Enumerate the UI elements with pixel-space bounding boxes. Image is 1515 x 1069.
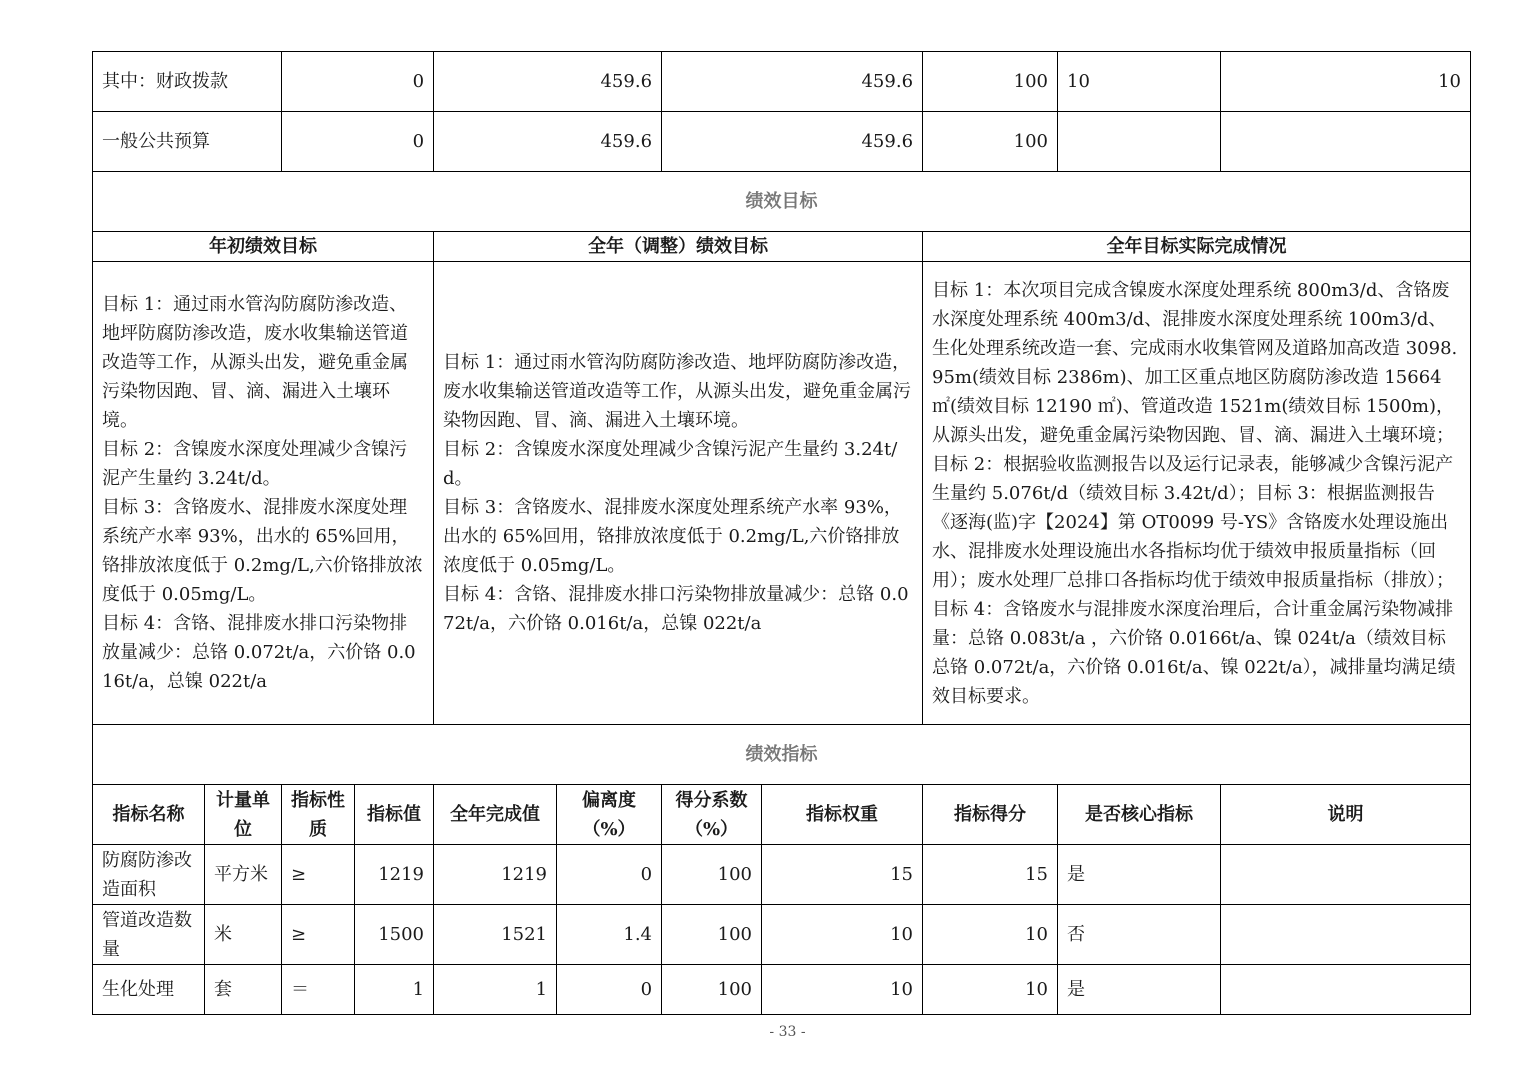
funding-value: 10 (1221, 52, 1471, 112)
indicator-name: 生化处理 (93, 965, 205, 1015)
indicators-header-row (93, 785, 1471, 845)
indicator-core: 是 (1058, 845, 1221, 905)
indicator-core: 是 (1058, 965, 1221, 1015)
funding-value: 10 (1058, 52, 1221, 112)
goals-header-row (93, 232, 1471, 262)
initial-goals (93, 262, 434, 725)
goals-header: 全年目标实际完成情况 (923, 232, 1471, 262)
funding-row (93, 112, 1471, 172)
indicator-header: 指标值 (355, 785, 434, 845)
funding-row (93, 52, 1471, 112)
indicator-coef: 100 (662, 965, 762, 1015)
indicator-note (1221, 905, 1471, 965)
indicator-actual: 1219 (434, 845, 557, 905)
indicator-nature: ≥ (282, 905, 355, 965)
indicator-header: 计量单位 (205, 785, 282, 845)
goal-text: 目标 2：含镍废水深度处理减少含镍污泥产生量约 3.24t/d。 (443, 439, 898, 489)
indicator-deviation: 0 (557, 845, 662, 905)
indicator-header: 偏离度（%） (557, 785, 662, 845)
goal-text: 目标 3：含铬废水、混排废水深度处理系统产水率 93%，出水的 65%回用，铬排放浓度低于 0.2mg/L,六价铬排放浓度低于 0.05mg/L。 (102, 497, 423, 605)
funding-label: 其中：财政拨款 (93, 52, 282, 112)
funding-value: 100 (923, 52, 1058, 112)
adjusted-goals (434, 262, 923, 725)
indicator-core: 否 (1058, 905, 1221, 965)
goal-text: 目标 4：含铬、混排废水排口污染物排放量减少：总铬 0.072t/a，六价铬 0.016t/a，总镍 022t/a (443, 584, 909, 634)
funding-value: 459.6 (434, 52, 662, 112)
indicator-header: 指标权重 (762, 785, 923, 845)
funding-value: 459.6 (662, 112, 923, 172)
indicator-nature: ≥ (282, 845, 355, 905)
goals-content-row (93, 262, 1471, 725)
indicator-target: 1219 (355, 845, 434, 905)
indicator-score: 15 (923, 845, 1058, 905)
table-row (93, 845, 1471, 905)
indicator-actual: 1521 (434, 905, 557, 965)
indicator-coef: 100 (662, 845, 762, 905)
indicator-deviation: 0 (557, 965, 662, 1015)
performance-table (92, 51, 1471, 1015)
indicator-nature: ＝ (282, 965, 355, 1015)
indicator-deviation: 1.4 (557, 905, 662, 965)
indicator-actual: 1 (434, 965, 557, 1015)
goals-section-title: 绩效目标 (93, 172, 1471, 232)
indicator-weight: 10 (762, 965, 923, 1015)
goals-header: 年初绩效目标 (93, 232, 434, 262)
funding-value (1221, 112, 1471, 172)
indicator-name: 管道改造数量 (93, 905, 205, 965)
funding-value: 0 (282, 112, 434, 172)
goal-text: 目标 2：含镍废水深度处理减少含镍污泥产生量约 3.24t/d。 (102, 439, 408, 489)
goal-text: 目标 4：含铬、混排废水排口污染物排放量减少：总铬 0.072t/a，六价铬 0.016t/a，总镍 022t/a (102, 613, 416, 692)
indicator-note (1221, 965, 1471, 1015)
funding-value: 0 (282, 52, 434, 112)
indicator-score: 10 (923, 905, 1058, 965)
table-row (93, 965, 1471, 1015)
funding-label: 一般公共预算 (93, 112, 282, 172)
indicator-unit: 米 (205, 905, 282, 965)
indicator-header: 指标得分 (923, 785, 1058, 845)
indicator-header: 是否核心指标 (1058, 785, 1221, 845)
indicator-target: 1500 (355, 905, 434, 965)
page-number: - 33 - (769, 1024, 806, 1040)
funding-value: 459.6 (662, 52, 923, 112)
indicator-header: 全年完成值 (434, 785, 557, 845)
indicator-header: 说明 (1221, 785, 1471, 845)
indicator-target: 1 (355, 965, 434, 1015)
indicator-header: 指标名称 (93, 785, 205, 845)
goals-header: 全年（调整）绩效目标 (434, 232, 923, 262)
indicator-weight: 10 (762, 905, 923, 965)
actual-completion (923, 262, 1471, 725)
indicator-unit: 套 (205, 965, 282, 1015)
goal-text: 目标 1：通过雨水管沟防腐防渗改造、地坪防腐防渗改造，废水收集输送管道改造等工作，从源头出发，避免重金属污染物因跑、冒、滴、漏进入土壤环境。 (102, 294, 408, 431)
completion-text: 目标 1：本次项目完成含镍废水深度处理系统 800m3/d、含铬废水深度处理系统 400m3/d、混排废水深度处理系统 100m3/d、生化处理系统改造一套、完成雨水收集管网及道路加高改造 3098.95m(绩效目标 2386m)、加工区重点地区防腐防渗改造 15664 ㎡(绩效目标 12190 ㎡)、管道改造 1521m(绩效目标 1500m)，从源头出发，避免重金属污染物因跑、冒、滴、漏进入土壤环境；目标 2：根据验收监测报告以及运行记录表，能够减少含镍污泥产生量约 5.076t/d（绩效目标 3.42t/d）；目标 3：根据监测报告《逐海(监)字【2024】第 OT0099 号-YS》含铬废水处理设施出水、混排废水处理设施出水各指标均优于绩效申报质量指标（回用）；废水处理厂总排口各指标均优于绩效申报质量指标（排放）；目标 4：含铬废水与混排废水深度治理后，合计重金属污染物减排量：总铬 0.083t/a ，六价铬 0.0166t/a、镍 024t/a（绩效目标总铬 0.072t/a，六价铬 0.016t/a、镍 022t/a），减排量均满足绩效目标要求。 (932, 279, 1458, 707)
indicator-header: 得分系数（%） (662, 785, 762, 845)
funding-value: 100 (923, 112, 1058, 172)
goal-text: 目标 1：通过雨水管沟防腐防渗改造、地坪防腐防渗改造，废水收集输送管道改造等工作，从源头出发，避免重金属污染物因跑、冒、滴、漏进入土壤环境。 (443, 352, 912, 431)
funding-value (1058, 112, 1221, 172)
indicator-score: 10 (923, 965, 1058, 1015)
indicator-weight: 15 (762, 845, 923, 905)
indicators-section-title: 绩效指标 (93, 725, 1471, 785)
indicator-header: 指标性质 (282, 785, 355, 845)
indicator-coef: 100 (662, 905, 762, 965)
table-row (93, 905, 1471, 965)
goal-text: 目标 3：含铬废水、混排废水深度处理系统产水率 93%，出水的 65%回用，铬排放浓度低于 0.2mg/L,六价铬排放浓度低于 0.05mg/L。 (443, 497, 902, 576)
indicator-name: 防腐防渗改造面积 (93, 845, 205, 905)
indicator-note (1221, 845, 1471, 905)
indicator-unit: 平方米 (205, 845, 282, 905)
funding-value: 459.6 (434, 112, 662, 172)
